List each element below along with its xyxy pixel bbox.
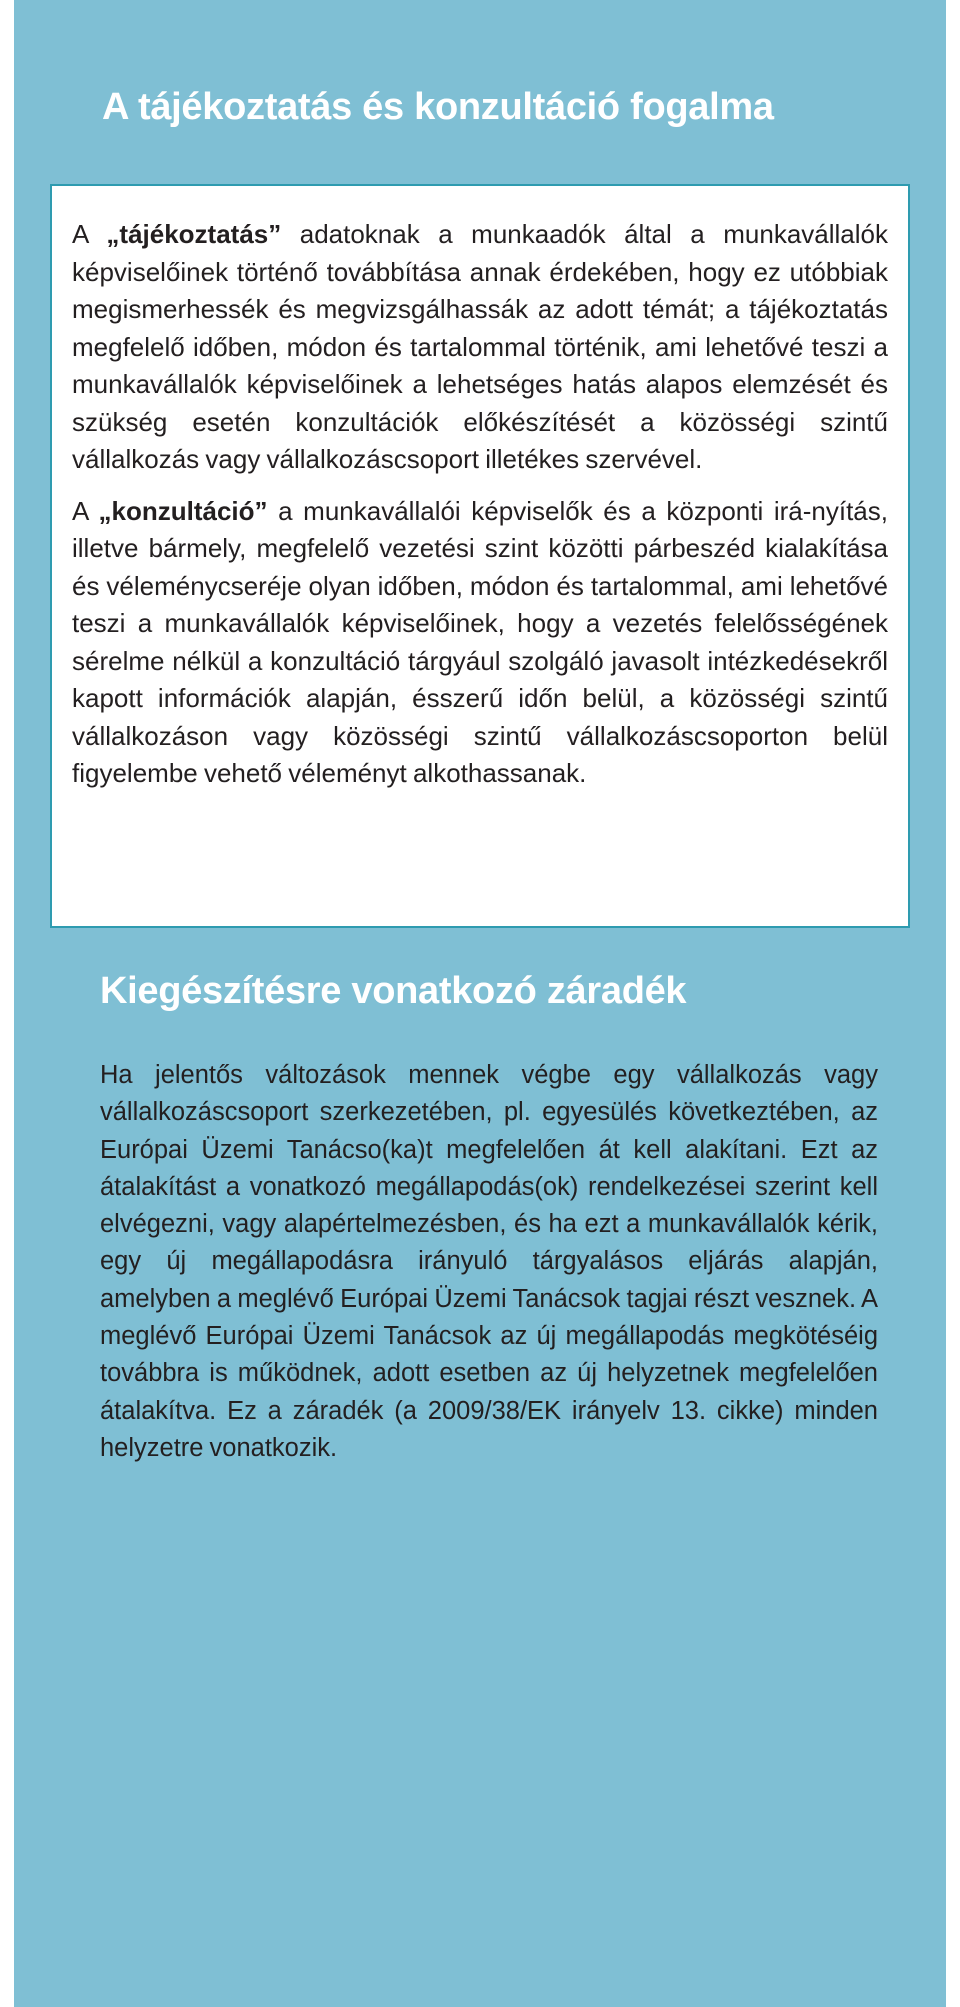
definition-text: a munkavállalói képviselők és a központi irá-nyítás, illetve bármely, megfelelő vezetési szint közötti párbeszéd kialakítása és véleménycseréje olyan időben, módon és tartalommal, ami lehetővé teszi a munkavállalók képviselőinek, hogy a vezetés felelősségének sérelme nélkül a konzultáció tárgyául szolgáló javasolt intézkedésekről kapott információk alapján, ésszerű időn belül, a közösségi szintű vállalkozáson vagy közösségi szintű vállalkozáscsoporton belül figyelembe vehető véleményt alkothassanak. (72, 495, 888, 788)
definition-prefix: A (72, 495, 99, 526)
section-title-definitions: A tájékoztatás és konzultáció fogalma (102, 86, 774, 128)
adaptation-clause-text: Ha jelentős változások mennek végbe egy vállalkozás vagy vállalkozáscsoport szerkezetében, pl. egyesülés következtében, az Európai Üzemi Tanácso(ka)t megfelelően át kell alakítani. Ezt az átalakítást a vonatkozó megállapodás(ok) rendelkezései szerint kell elvégezni, vagy alapértelmezésben, és ha ezt a munkavállalók kérik, egy új megállapodásra irányuló tárgyalásos eljárás alapján, amelyben a meglévő Európai Üzemi Tanácsok tagjai részt vesznek. A meglévő Európai Üzemi Tanácsok az új megállapodás megkötéséig továbbra is működnek, adott esetben az új helyzetnek megfelelően átalakítva. Ez a záradék (a 2009/38/EK irányelv 13. cikke) minden helyzetre vonatkozik. (100, 1061, 878, 1462)
definition-information (72, 216, 888, 479)
definition-prefix: A (72, 219, 107, 249)
term-consultation: „konzultáció” (98, 495, 268, 526)
term-information: „tájékoztatás” (106, 219, 282, 249)
definition-consultation (72, 493, 888, 793)
page (14, 0, 946, 2007)
section-title-adaptation-clause: Kiegészítésre vonatkozó záradék (100, 970, 687, 1012)
definition-text: adatoknak a munkaadók által a munkavállalók képviselőinek történő továbbítása annak érdekében, hogy ez utóbbiak megismerhessék és megvizsgálhassák az adott témát; a tájékoztatás megfelelő időben, módon és tartalommal történik, ami lehetővé teszi a munkavállalók képviselőinek a lehetséges hatás alapos elemzését és szükség esetén konzultációk előkészítését a közösségi szintű vállalkozás vagy vállalkozáscsoport illetékes szervével. (72, 219, 888, 474)
definitions-box (50, 184, 910, 928)
